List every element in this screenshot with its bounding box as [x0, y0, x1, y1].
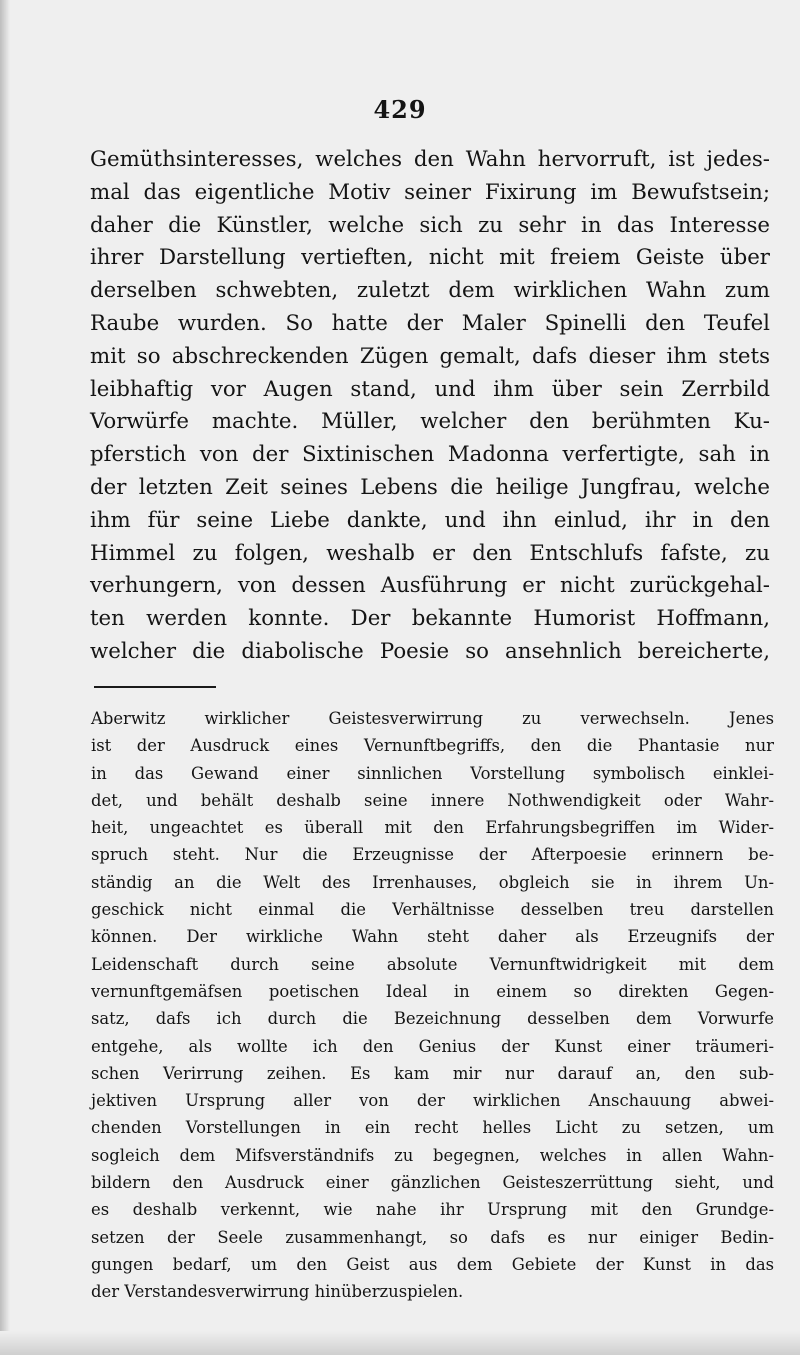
footnote-line: vernunftgemäfsen poetischen Ideal in einem so direkten Gegen- — [91, 981, 774, 1001]
footnote-line: sogleich dem Mifsverständnifs zu begegnen, welches in allen Wahn- — [91, 1145, 774, 1165]
footnote-line: Leidenschaft durch seine absolute Vernunftwidrigkeit mit dem — [91, 954, 774, 974]
page-number: 429 — [373, 95, 427, 124]
footnote-line: jektiven Ursprung aller von der wirklichen Anschauung abwei- — [91, 1091, 774, 1111]
main-text-line: pferstich von der Sixtinischen Madonna verfertigte, sah in — [90, 442, 770, 468]
main-text-line: verhungern, von dessen Ausführung er nicht zurückgehal- — [90, 573, 770, 599]
main-text-line: derselben schwebten, zuletzt dem wirklichen Wahn zum — [90, 278, 770, 304]
footnote-line: det, und behält deshalb seine innere Nothwendigkeit oder Wahr- — [91, 790, 774, 810]
footnote-block — [91, 705, 774, 1306]
footnote-line: in das Gewand einer sinnlichen Vorstellung symbolisch einklei- — [91, 763, 774, 783]
main-text-line: ihrer Darstellung vertieften, nicht mit freiem Geiste über — [90, 245, 770, 271]
footnote-line: chenden Vorstellungen in ein recht helles Licht zu setzen, um — [91, 1118, 774, 1138]
footnote-line: satz, dafs ich durch die Bezeichnung desselben dem Vorwurfe — [91, 1009, 774, 1029]
footnote-line: Aberwitz wirklicher Geistesverwirrung zu verwechseln. Jenes — [91, 709, 774, 728]
main-text-line: Gemüthsinteresses, welches den Wahn hervorruft, ist jedes- — [90, 147, 770, 172]
footnote-line: setzen der Seele zusammenhangt, so dafs es nur einiger Bedin- — [91, 1227, 774, 1247]
footnote-line: der Verstandesverwirrung hinüberzuspielen. — [91, 1282, 464, 1302]
footnote-divider — [94, 686, 216, 688]
main-text-line: Vorwürfe machte. Müller, welcher den berühmten Ku- — [90, 409, 770, 435]
main-text-line: Raube wurden. So hatte der Maler Spinelli den Teufel — [90, 310, 770, 336]
footnote-line: entgehe, als wollte ich den Genius der Kunst einer träumeri- — [91, 1036, 774, 1056]
main-text-line: ten werden konnte. Der bekannte Humorist Hoffmann, — [90, 606, 770, 632]
main-text-line: daher die Künstler, welche sich zu sehr in das Interesse — [90, 212, 770, 238]
footnote-line: ständig an die Welt des Irrenhauses, obgleich sie in ihrem Un- — [91, 872, 774, 892]
main-text-block — [90, 144, 770, 669]
footnote-line: gungen bedarf, um den Geist aus dem Gebiete der Kunst in das — [91, 1254, 774, 1274]
footnote-line: ist der Ausdruck eines Vernunftbegriffs, den die Phantasie nur — [91, 736, 774, 756]
footnote-line: es deshalb verkennt, wie nahe ihr Ursprung mit den Grundge- — [91, 1200, 774, 1220]
footnote-line: heit, ungeachtet es überall mit den Erfahrungsbegriffen im Wider- — [91, 818, 774, 838]
footnote-line: können. Der wirkliche Wahn steht daher als Erzeugnifs der — [91, 927, 774, 947]
main-text-line: mal das eigentliche Motiv seiner Fixirung im Bewufstsein; — [90, 179, 770, 205]
main-text-line: leibhaftig vor Augen stand, und ihm über sein Zerrbild — [90, 376, 770, 402]
main-text-line: welcher die diabolische Poesie so ansehnlich bereicherte, — [90, 638, 770, 664]
main-text-line: Himmel zu folgen, weshalb er den Entschlufs fafste, zu — [90, 540, 770, 566]
footnote-line: bildern den Ausdruck einer gänzlichen Geisteszerrüttung sieht, und — [91, 1173, 774, 1193]
main-text-line: ihm für seine Liebe dankte, und ihn einlud, ihr in den — [90, 507, 770, 533]
main-text-line: der letzten Zeit seines Lebens die heilige Jungfrau, welche — [90, 474, 770, 500]
main-text-line: mit so abschreckenden Zügen gemalt, dafs dieser ihm stets — [90, 343, 770, 369]
footnote-line: spruch steht. Nur die Erzeugnisse der Afterpoesie erinnern be- — [91, 845, 774, 865]
footnote-line: schen Verirrung zeihen. Es kam mir nur darauf an, den sub- — [91, 1063, 774, 1083]
footnote-line: geschick nicht einmal die Verhältnisse desselben treu darstellen — [91, 900, 774, 920]
